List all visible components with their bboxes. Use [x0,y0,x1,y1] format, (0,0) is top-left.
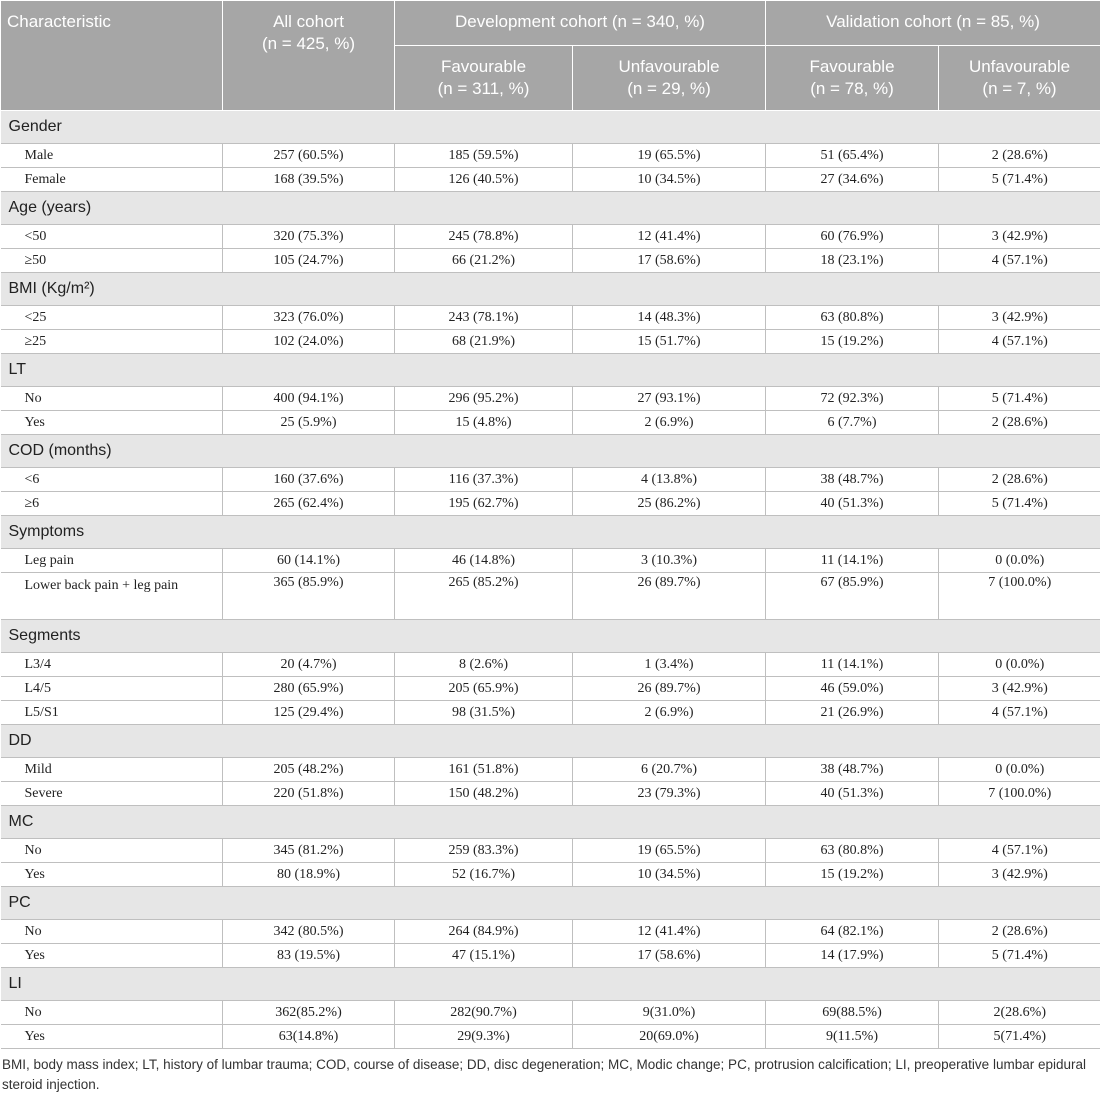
row-label: Male [1,144,223,168]
dev-favourable-cell: 98 (31.5%) [395,701,573,725]
header-val-unfavourable-n: (n = 7, %) [982,79,1056,98]
table-row [1,492,1100,516]
val-favourable-cell: 63 (80.8%) [766,306,939,330]
dev-favourable-cell: 264 (84.9%) [395,920,573,944]
dev-favourable-cell: 245 (78.8%) [395,225,573,249]
dev-favourable-cell: 126 (40.5%) [395,168,573,192]
dev-unfavourable-cell: 6 (20.7%) [573,758,766,782]
val-unfavourable-cell: 2(28.6%) [939,1001,1100,1025]
val-unfavourable-cell: 2 (28.6%) [939,920,1100,944]
all-cohort-cell: 342 (80.5%) [223,920,395,944]
all-cohort-cell: 257 (60.5%) [223,144,395,168]
val-favourable-cell: 40 (51.3%) [766,492,939,516]
table-row [1,549,1100,573]
section-header-row [1,516,1100,549]
header-all-cohort-n: (n = 425, %) [262,34,355,53]
table-row [1,920,1100,944]
val-favourable-cell: 11 (14.1%) [766,653,939,677]
all-cohort-cell: 160 (37.6%) [223,468,395,492]
section-title: BMI (Kg/m²) [1,273,1100,306]
dev-unfavourable-cell: 19 (65.5%) [573,144,766,168]
dev-unfavourable-cell: 17 (58.6%) [573,944,766,968]
val-favourable-cell: 40 (51.3%) [766,782,939,806]
table-row [1,573,1100,620]
section-title: Gender [1,111,1100,144]
val-unfavourable-cell: 7 (100.0%) [939,782,1100,806]
dev-favourable-cell: 205 (65.9%) [395,677,573,701]
val-unfavourable-cell: 7 (100.0%) [939,573,1100,620]
row-label: No [1,1001,223,1025]
table-row [1,944,1100,968]
dev-favourable-cell: 66 (21.2%) [395,249,573,273]
row-label: ≥25 [1,330,223,354]
val-unfavourable-cell: 4 (57.1%) [939,839,1100,863]
table-row [1,701,1100,725]
all-cohort-cell: 83 (19.5%) [223,944,395,968]
val-favourable-cell: 64 (82.1%) [766,920,939,944]
section-title: LI [1,968,1100,1001]
table-row [1,782,1100,806]
section-title: LT [1,354,1100,387]
row-label: L4/5 [1,677,223,701]
section-header-row [1,620,1100,653]
val-favourable-cell: 67 (85.9%) [766,573,939,620]
header-development-cohort: Development cohort (n = 340, %) [395,1,766,46]
header-dev-unfavourable-label: Unfavourable [618,57,719,76]
dev-favourable-cell: 68 (21.9%) [395,330,573,354]
dev-favourable-cell: 195 (62.7%) [395,492,573,516]
dev-unfavourable-cell: 10 (34.5%) [573,168,766,192]
section-title: COD (months) [1,435,1100,468]
all-cohort-cell: 265 (62.4%) [223,492,395,516]
val-unfavourable-cell: 5(71.4%) [939,1025,1100,1049]
dev-unfavourable-cell: 23 (79.3%) [573,782,766,806]
table-row [1,1001,1100,1025]
val-favourable-cell: 27 (34.6%) [766,168,939,192]
table-row [1,839,1100,863]
val-favourable-cell: 46 (59.0%) [766,677,939,701]
section-header-row [1,435,1100,468]
val-unfavourable-cell: 5 (71.4%) [939,944,1100,968]
dev-favourable-cell: 243 (78.1%) [395,306,573,330]
section-header-row [1,887,1100,920]
val-favourable-cell: 51 (65.4%) [766,144,939,168]
val-favourable-cell: 18 (23.1%) [766,249,939,273]
row-label: Yes [1,1025,223,1049]
dev-unfavourable-cell: 19 (65.5%) [573,839,766,863]
row-label: Yes [1,944,223,968]
val-unfavourable-cell: 4 (57.1%) [939,249,1100,273]
section-header-row [1,273,1100,306]
dev-favourable-cell: 282(90.7%) [395,1001,573,1025]
val-unfavourable-cell: 4 (57.1%) [939,330,1100,354]
section-header-row [1,111,1100,144]
dev-unfavourable-cell: 26 (89.7%) [573,677,766,701]
val-unfavourable-cell: 4 (57.1%) [939,701,1100,725]
dev-unfavourable-cell: 2 (6.9%) [573,411,766,435]
section-title: Segments [1,620,1100,653]
table-row [1,677,1100,701]
val-unfavourable-cell: 3 (42.9%) [939,677,1100,701]
table-row [1,387,1100,411]
row-label: <25 [1,306,223,330]
row-label: No [1,839,223,863]
val-unfavourable-cell: 3 (42.9%) [939,225,1100,249]
all-cohort-cell: 345 (81.2%) [223,839,395,863]
header-dev-unfavourable-n: (n = 29, %) [627,79,711,98]
table-row [1,249,1100,273]
dev-unfavourable-cell: 10 (34.5%) [573,863,766,887]
header-characteristic: Characteristic [1,1,223,111]
row-label: ≥50 [1,249,223,273]
section-header-row [1,806,1100,839]
dev-unfavourable-cell: 9(31.0%) [573,1001,766,1025]
all-cohort-cell: 80 (18.9%) [223,863,395,887]
header-dev-unfavourable [573,46,766,111]
dev-favourable-cell: 161 (51.8%) [395,758,573,782]
dev-favourable-cell: 29(9.3%) [395,1025,573,1049]
dev-unfavourable-cell: 14 (48.3%) [573,306,766,330]
val-unfavourable-cell: 2 (28.6%) [939,411,1100,435]
row-label: Yes [1,863,223,887]
all-cohort-cell: 220 (51.8%) [223,782,395,806]
val-favourable-cell: 11 (14.1%) [766,549,939,573]
section-header-row [1,968,1100,1001]
row-label: Leg pain [1,549,223,573]
header-all-cohort [223,1,395,111]
dev-unfavourable-cell: 12 (41.4%) [573,225,766,249]
val-favourable-cell: 60 (76.9%) [766,225,939,249]
dev-favourable-cell: 46 (14.8%) [395,549,573,573]
header-val-unfavourable [939,46,1100,111]
val-unfavourable-cell: 2 (28.6%) [939,468,1100,492]
dev-favourable-cell: 185 (59.5%) [395,144,573,168]
val-favourable-cell: 38 (48.7%) [766,758,939,782]
dev-favourable-cell: 259 (83.3%) [395,839,573,863]
dev-favourable-cell: 296 (95.2%) [395,387,573,411]
val-unfavourable-cell: 2 (28.6%) [939,144,1100,168]
table-body [1,111,1100,1049]
dev-favourable-cell: 150 (48.2%) [395,782,573,806]
all-cohort-cell: 320 (75.3%) [223,225,395,249]
all-cohort-cell: 102 (24.0%) [223,330,395,354]
val-favourable-cell: 14 (17.9%) [766,944,939,968]
section-header-row [1,354,1100,387]
dev-unfavourable-cell: 25 (86.2%) [573,492,766,516]
section-title: Symptoms [1,516,1100,549]
header-val-favourable-label: Favourable [809,57,894,76]
header-dev-favourable-n: (n = 311, %) [438,79,530,98]
row-label: Severe [1,782,223,806]
all-cohort-cell: 362(85.2%) [223,1001,395,1025]
all-cohort-cell: 400 (94.1%) [223,387,395,411]
val-favourable-cell: 69(88.5%) [766,1001,939,1025]
all-cohort-cell: 280 (65.9%) [223,677,395,701]
all-cohort-cell: 125 (29.4%) [223,701,395,725]
table-row [1,411,1100,435]
dev-favourable-cell: 265 (85.2%) [395,573,573,620]
table-row [1,144,1100,168]
section-header-row [1,192,1100,225]
row-label: L5/S1 [1,701,223,725]
table-footnote: BMI, body mass index; LT, history of lumbar trauma; COD, course of disease; DD, disc degeneration; MC, Modic change; PC, protrusion calcification; LI, preoperative lumbar epidural steroid injection. [0,1049,1100,1095]
table-row [1,1025,1100,1049]
table-row [1,168,1100,192]
val-favourable-cell: 6 (7.7%) [766,411,939,435]
section-title: Age (years) [1,192,1100,225]
dev-unfavourable-cell: 2 (6.9%) [573,701,766,725]
val-favourable-cell: 63 (80.8%) [766,839,939,863]
all-cohort-cell: 63(14.8%) [223,1025,395,1049]
dev-unfavourable-cell: 4 (13.8%) [573,468,766,492]
section-title: PC [1,887,1100,920]
val-unfavourable-cell: 5 (71.4%) [939,387,1100,411]
dev-unfavourable-cell: 15 (51.7%) [573,330,766,354]
all-cohort-cell: 105 (24.7%) [223,249,395,273]
all-cohort-cell: 60 (14.1%) [223,549,395,573]
val-unfavourable-cell: 0 (0.0%) [939,549,1100,573]
all-cohort-cell: 323 (76.0%) [223,306,395,330]
val-unfavourable-cell: 3 (42.9%) [939,863,1100,887]
table-row [1,225,1100,249]
all-cohort-cell: 25 (5.9%) [223,411,395,435]
header-val-favourable-n: (n = 78, %) [810,79,894,98]
table-row [1,653,1100,677]
header-val-favourable [766,46,939,111]
val-favourable-cell: 72 (92.3%) [766,387,939,411]
row-label: Yes [1,411,223,435]
all-cohort-cell: 365 (85.9%) [223,573,395,620]
row-label: Female [1,168,223,192]
val-unfavourable-cell: 5 (71.4%) [939,492,1100,516]
dev-unfavourable-cell: 1 (3.4%) [573,653,766,677]
dev-favourable-cell: 52 (16.7%) [395,863,573,887]
all-cohort-cell: 168 (39.5%) [223,168,395,192]
header-val-unfavourable-label: Unfavourable [969,57,1070,76]
header-dev-favourable-label: Favourable [441,57,526,76]
val-unfavourable-cell: 0 (0.0%) [939,758,1100,782]
val-favourable-cell: 15 (19.2%) [766,863,939,887]
all-cohort-cell: 20 (4.7%) [223,653,395,677]
section-title: MC [1,806,1100,839]
table-row [1,306,1100,330]
row-label: No [1,387,223,411]
row-label: ≥6 [1,492,223,516]
dev-favourable-cell: 15 (4.8%) [395,411,573,435]
header-all-cohort-label: All cohort [273,12,344,31]
val-favourable-cell: 38 (48.7%) [766,468,939,492]
section-title: DD [1,725,1100,758]
table-row [1,330,1100,354]
row-label: <6 [1,468,223,492]
table-row [1,758,1100,782]
header-validation-cohort: Validation cohort (n = 85, %) [766,1,1100,46]
row-label: L3/4 [1,653,223,677]
dev-unfavourable-cell: 3 (10.3%) [573,549,766,573]
val-favourable-cell: 15 (19.2%) [766,330,939,354]
row-label: <50 [1,225,223,249]
row-label: Lower back pain + leg pain [1,573,223,620]
val-unfavourable-cell: 0 (0.0%) [939,653,1100,677]
dev-unfavourable-cell: 26 (89.7%) [573,573,766,620]
table-row [1,863,1100,887]
dev-unfavourable-cell: 20(69.0%) [573,1025,766,1049]
row-label: No [1,920,223,944]
val-unfavourable-cell: 3 (42.9%) [939,306,1100,330]
header-dev-favourable [395,46,573,111]
table-row [1,468,1100,492]
dev-favourable-cell: 116 (37.3%) [395,468,573,492]
dev-favourable-cell: 8 (2.6%) [395,653,573,677]
val-favourable-cell: 21 (26.9%) [766,701,939,725]
all-cohort-cell: 205 (48.2%) [223,758,395,782]
val-unfavourable-cell: 5 (71.4%) [939,168,1100,192]
dev-unfavourable-cell: 12 (41.4%) [573,920,766,944]
dev-favourable-cell: 47 (15.1%) [395,944,573,968]
dev-unfavourable-cell: 17 (58.6%) [573,249,766,273]
section-header-row [1,725,1100,758]
row-label: Mild [1,758,223,782]
val-favourable-cell: 9(11.5%) [766,1025,939,1049]
dev-unfavourable-cell: 27 (93.1%) [573,387,766,411]
